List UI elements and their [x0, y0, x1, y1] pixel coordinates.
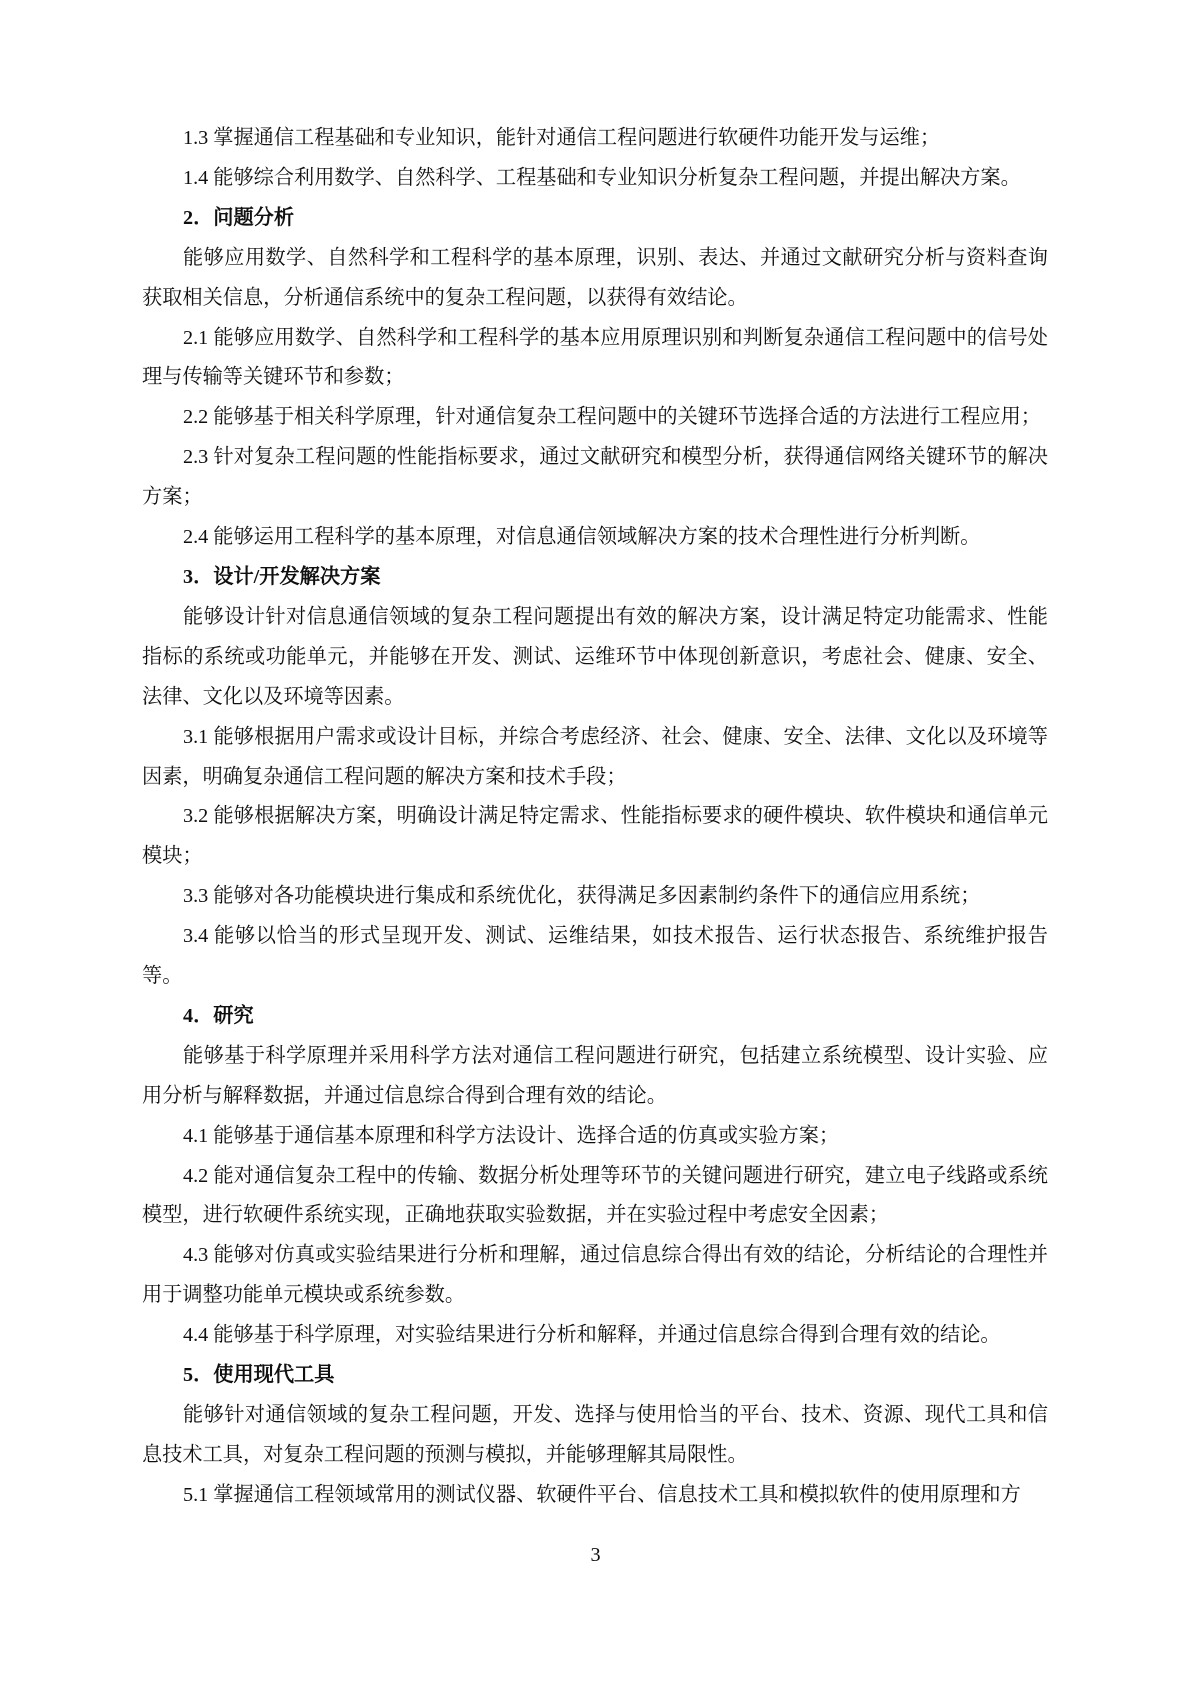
- paragraph: 能够设计针对信息通信领域的复杂工程问题提出有效的解决方案，设计满足特定功能需求、性能指标的系统或功能单元，并能够在开发、测试、运维环节中体现创新意识，考虑社会、健康、安全、法律、文化以及环境等因素。: [142, 605, 1048, 708]
- section-heading: 4．研究: [183, 1004, 254, 1027]
- paragraph: 4.2 能对通信复杂工程中的传输、数据分析处理等环节的关键问题进行研究，建立电子线路或系统模型，进行软硬件系统实现，正确地获取实验数据，并在实验过程中考虑安全因素；: [142, 1164, 1048, 1227]
- page-footer: [0, 1535, 1191, 1575]
- paragraph: 3.2 能够根据解决方案，明确设计满足特定需求、性能指标要求的硬件模块、软件模块和通信单元模块；: [142, 805, 1048, 868]
- paragraph: 能够基于科学原理并采用科学方法对通信工程问题进行研究，包括建立系统模型、设计实验、应用分析与解释数据，并通过信息综合得到合理有效的结论。: [142, 1044, 1048, 1107]
- paragraph: 2.1 能够应用数学、自然科学和工程科学的基本应用原理识别和判断复杂通信工程问题中的信号处理与传输等关键环节和参数；: [142, 326, 1048, 389]
- paragraph: 3.4 能够以恰当的形式呈现开发、测试、运维结果，如技术报告、运行状态报告、系统维护报告等。: [142, 925, 1048, 988]
- paragraph: 4.1 能够基于通信基本原理和科学方法设计、选择合适的仿真或实验方案；: [183, 1124, 840, 1147]
- page-number: 3: [590, 1544, 601, 1566]
- paragraph: 1.3 掌握通信工程基础和专业知识，能针对通信工程问题进行软硬件功能开发与运维；: [183, 127, 941, 149]
- paragraph: 4.3 能够对仿真或实验结果进行分析和理解，通过信息综合得出有效的结论，分析结论的合理性并用于调整功能单元模块或系统参数。: [142, 1244, 1048, 1307]
- paragraph: 1.4 能够综合利用数学、自然科学、工程基础和专业知识分析复杂工程问题，并提出解决方案。: [183, 166, 1021, 189]
- paragraph: 3.1 能够根据用户需求或设计目标，并综合考虑经济、社会、健康、安全、法律、文化以及环境等因素，明确复杂通信工程问题的解决方案和技术手段；: [142, 725, 1048, 788]
- paragraph: 3.3 能够对各功能模块进行集成和系统优化，获得满足多因素制约条件下的通信应用系统；: [183, 885, 981, 908]
- section-heading: 2．问题分析: [183, 206, 295, 229]
- section-heading: 5．使用现代工具: [183, 1364, 335, 1387]
- paragraph: 2.2 能够基于相关科学原理，针对通信复杂工程问题中的关键环节选择合适的方法进行工程应用；: [183, 406, 1041, 429]
- section-heading: 3．设计/开发解决方案: [183, 565, 381, 588]
- paragraph: 能够针对通信领域的复杂工程问题，开发、选择与使用恰当的平台、技术、资源、现代工具和信息技术工具，对复杂工程问题的预测与模拟，并能够理解其局限性。: [142, 1404, 1048, 1466]
- paragraph: 能够应用数学、自然科学和工程科学的基本原理，识别、表达、并通过文献研究分析与资料查询获取相关信息，分析通信系统中的复杂工程问题，以获得有效结论。: [142, 246, 1048, 309]
- paragraph: 2.3 针对复杂工程问题的性能指标要求，通过文献研究和模型分析，获得通信网络关键环节的解决方案；: [142, 446, 1048, 509]
- paragraph: 2.4 能够运用工程科学的基本原理，对信息通信领域解决方案的技术合理性进行分析判断。: [183, 526, 981, 549]
- paragraph: 4.4 能够基于科学原理，对实验结果进行分析和解释，并通过信息综合得到合理有效的结论。: [183, 1324, 1001, 1347]
- document-body: [142, 119, 1048, 1516]
- paragraph: 5.1 掌握通信工程领域常用的测试仪器、软硬件平台、信息技术工具和模拟软件的使用原理和方: [183, 1483, 1021, 1506]
